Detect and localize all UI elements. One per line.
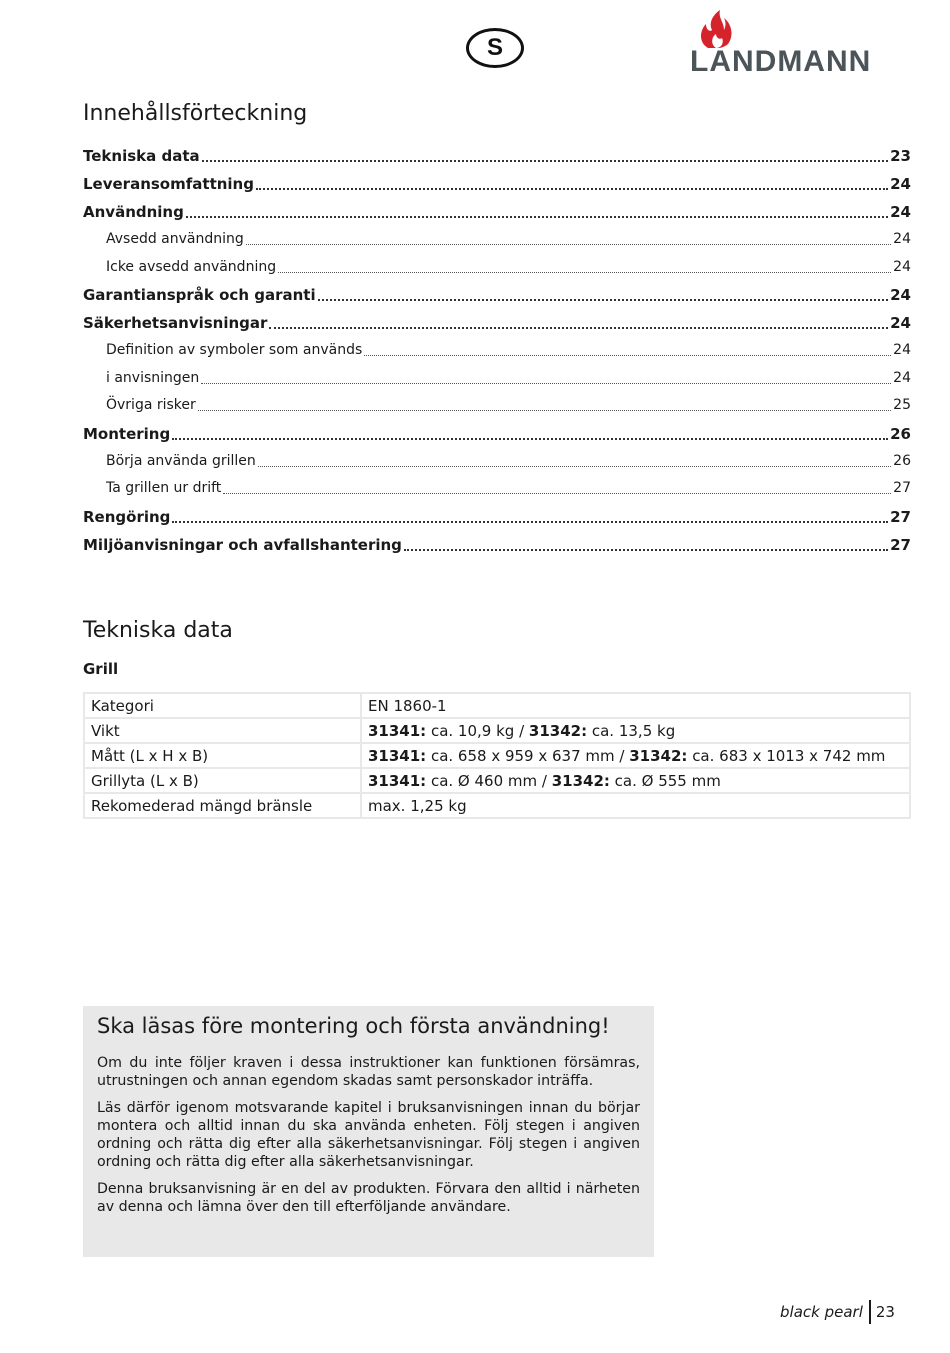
toc-entry-label: Garantianspråk och garanti bbox=[83, 286, 316, 304]
spec-table bbox=[83, 692, 911, 819]
spec-value-text: ca. Ø 460 mm / bbox=[426, 771, 552, 790]
toc-entry-page: 24 bbox=[890, 314, 911, 332]
toc-entry[interactable] bbox=[83, 309, 911, 337]
toc-entry-page: 24 bbox=[893, 258, 911, 275]
toc-entry-page: 24 bbox=[893, 231, 911, 247]
toc-entry-page: 26 bbox=[890, 424, 911, 443]
toc-leader-dots bbox=[201, 383, 891, 384]
notice-paragraph: Läs därför igenom motsvarande kapitel i bruksanvisningen innan du börjar montera och alltid innan du ska använda enheten. Följ stegen i angiven ordning och rätta dig efter alla säkerhetsanvisningar. Följ stegen i angiven ordning och rätta dig efter alla säkerhetsanvisningar. bbox=[97, 1100, 640, 1170]
toc-entry-label: Övriga risker bbox=[106, 397, 196, 413]
footer-divider bbox=[869, 1300, 871, 1324]
spec-value bbox=[361, 718, 910, 743]
notice-box bbox=[83, 1006, 654, 1257]
toc-entry[interactable] bbox=[83, 142, 911, 170]
notice-paragraph: Denna bruksanvisning är en del av produkten. Förvara den alltid i närheten av denna och lämna över den till efterföljande användare. bbox=[97, 1181, 640, 1215]
toc-leader-dots bbox=[223, 493, 891, 494]
spec-value bbox=[361, 768, 910, 793]
toc-entry-label: Rengöring bbox=[83, 507, 171, 526]
model-code: 31342: bbox=[528, 721, 588, 740]
toc-leader-dots bbox=[172, 521, 888, 523]
toc-entry-page: 26 bbox=[893, 452, 911, 469]
model-code: 31341: bbox=[368, 771, 427, 790]
toc-entry-label: Tekniska data bbox=[83, 147, 200, 165]
toc-leader-dots bbox=[364, 355, 891, 356]
toc-entry-label: Leveransomfattning bbox=[83, 175, 254, 193]
model-code: 31342: bbox=[551, 771, 610, 790]
page-footer bbox=[780, 1300, 895, 1324]
toc-entry-label: Icke avsedd användning bbox=[106, 258, 277, 275]
toc-entry-page: 24 bbox=[890, 203, 911, 221]
toc-entry[interactable] bbox=[83, 226, 911, 254]
toc-leader-dots bbox=[202, 160, 889, 162]
model-code: 31341: bbox=[368, 721, 427, 740]
toc-entry[interactable] bbox=[83, 365, 911, 393]
spec-row bbox=[84, 718, 910, 743]
language-badge: S bbox=[466, 28, 524, 68]
spec-row bbox=[84, 743, 910, 768]
spec-value-text: ca. 658 x 959 x 637 mm / bbox=[426, 746, 630, 765]
toc-entry-page: 25 bbox=[893, 397, 911, 413]
toc-entry[interactable] bbox=[83, 475, 911, 503]
spec-key: Kategori bbox=[84, 693, 361, 718]
tech-title: Tekniska data bbox=[83, 618, 233, 643]
toc-entry[interactable] bbox=[83, 503, 911, 531]
toc-entry-page: 24 bbox=[893, 342, 911, 358]
model-name: black pearl bbox=[780, 1303, 863, 1321]
toc-entry-label: Användning bbox=[83, 203, 184, 221]
toc-leader-dots bbox=[246, 244, 891, 245]
toc-entry-label: Ta grillen ur drift bbox=[106, 480, 222, 496]
toc-leader-dots bbox=[404, 549, 888, 551]
flame-icon bbox=[694, 8, 742, 48]
toc-entry[interactable] bbox=[83, 448, 911, 476]
toc-entry[interactable] bbox=[83, 420, 911, 448]
toc-entry-label: Börja använda grillen bbox=[106, 452, 256, 469]
toc-entry[interactable] bbox=[83, 392, 911, 420]
toc-entry[interactable] bbox=[83, 531, 911, 559]
spec-key: Vikt bbox=[84, 718, 361, 743]
brand-logo bbox=[690, 8, 914, 78]
spec-value-text: ca. Ø 555 mm bbox=[609, 771, 721, 790]
spec-value-text: ca. 10,9 kg / bbox=[426, 721, 529, 740]
spec-row bbox=[84, 768, 910, 793]
toc-entry[interactable] bbox=[83, 170, 911, 198]
page-number: 23 bbox=[875, 1303, 895, 1321]
spec-key: Mått (L x H x B) bbox=[84, 743, 361, 768]
spec-value bbox=[361, 743, 910, 768]
toc-leader-dots bbox=[269, 327, 888, 329]
toc-entry-label: Miljöanvisningar och avfallshantering bbox=[83, 535, 402, 554]
spec-value bbox=[361, 693, 910, 718]
spec-value-text: max. 1,25 kg bbox=[368, 796, 467, 815]
tech-subtitle: Grill bbox=[83, 660, 119, 678]
toc-title: Innehållsförteckning bbox=[83, 101, 308, 126]
toc-leader-dots bbox=[172, 438, 888, 440]
toc-entry-label: Säkerhetsanvisningar bbox=[83, 314, 268, 332]
toc-entry-page: 27 bbox=[890, 535, 911, 554]
toc-entry[interactable] bbox=[83, 254, 911, 282]
toc-leader-dots bbox=[256, 188, 888, 190]
toc-entry-label: Montering bbox=[83, 424, 171, 443]
toc-leader-dots bbox=[318, 299, 889, 301]
spec-row bbox=[84, 693, 910, 718]
toc-leader-dots bbox=[258, 466, 891, 467]
toc-leader-dots bbox=[186, 216, 888, 218]
toc-entry-page: 27 bbox=[893, 480, 911, 496]
toc-entry-label: Avsedd användning bbox=[106, 231, 244, 247]
toc-entry-page: 27 bbox=[890, 507, 911, 526]
toc-leader-dots bbox=[278, 272, 891, 273]
toc-entry-page: 24 bbox=[890, 175, 911, 193]
spec-key: Grillyta (L x B) bbox=[84, 768, 361, 793]
toc-entry-page: 23 bbox=[890, 147, 911, 165]
notice-paragraph: Om du inte följer kraven i dessa instruktioner kan funktionen försämras, utrustningen och annan egendom skadas samt personskador inträffa. bbox=[97, 1055, 640, 1089]
table-of-contents bbox=[83, 142, 911, 559]
spec-value-text: ca. 683 x 1013 x 742 mm bbox=[687, 746, 886, 765]
spec-row bbox=[84, 793, 910, 818]
toc-entry-page: 24 bbox=[890, 286, 911, 304]
brand-wordmark: LANDMANN bbox=[690, 45, 872, 78]
spec-value bbox=[361, 793, 910, 818]
spec-value-text: ca. 13,5 kg bbox=[587, 721, 676, 740]
spec-key: Rekomederad mängd bränsle bbox=[84, 793, 361, 818]
model-code: 31341: bbox=[368, 746, 427, 765]
model-code: 31342: bbox=[629, 746, 688, 765]
toc-entry-label: Definition av symboler som används bbox=[106, 342, 363, 358]
notice-title: Ska läsas före montering och första användning! bbox=[97, 1014, 610, 1038]
toc-entry[interactable] bbox=[83, 337, 911, 365]
spec-value-text: EN 1860-1 bbox=[368, 696, 447, 715]
toc-entry-page: 24 bbox=[893, 369, 911, 386]
toc-entry[interactable] bbox=[83, 281, 911, 309]
toc-entry[interactable] bbox=[83, 198, 911, 226]
toc-leader-dots bbox=[198, 410, 891, 411]
toc-entry-label: i anvisningen bbox=[106, 369, 200, 386]
